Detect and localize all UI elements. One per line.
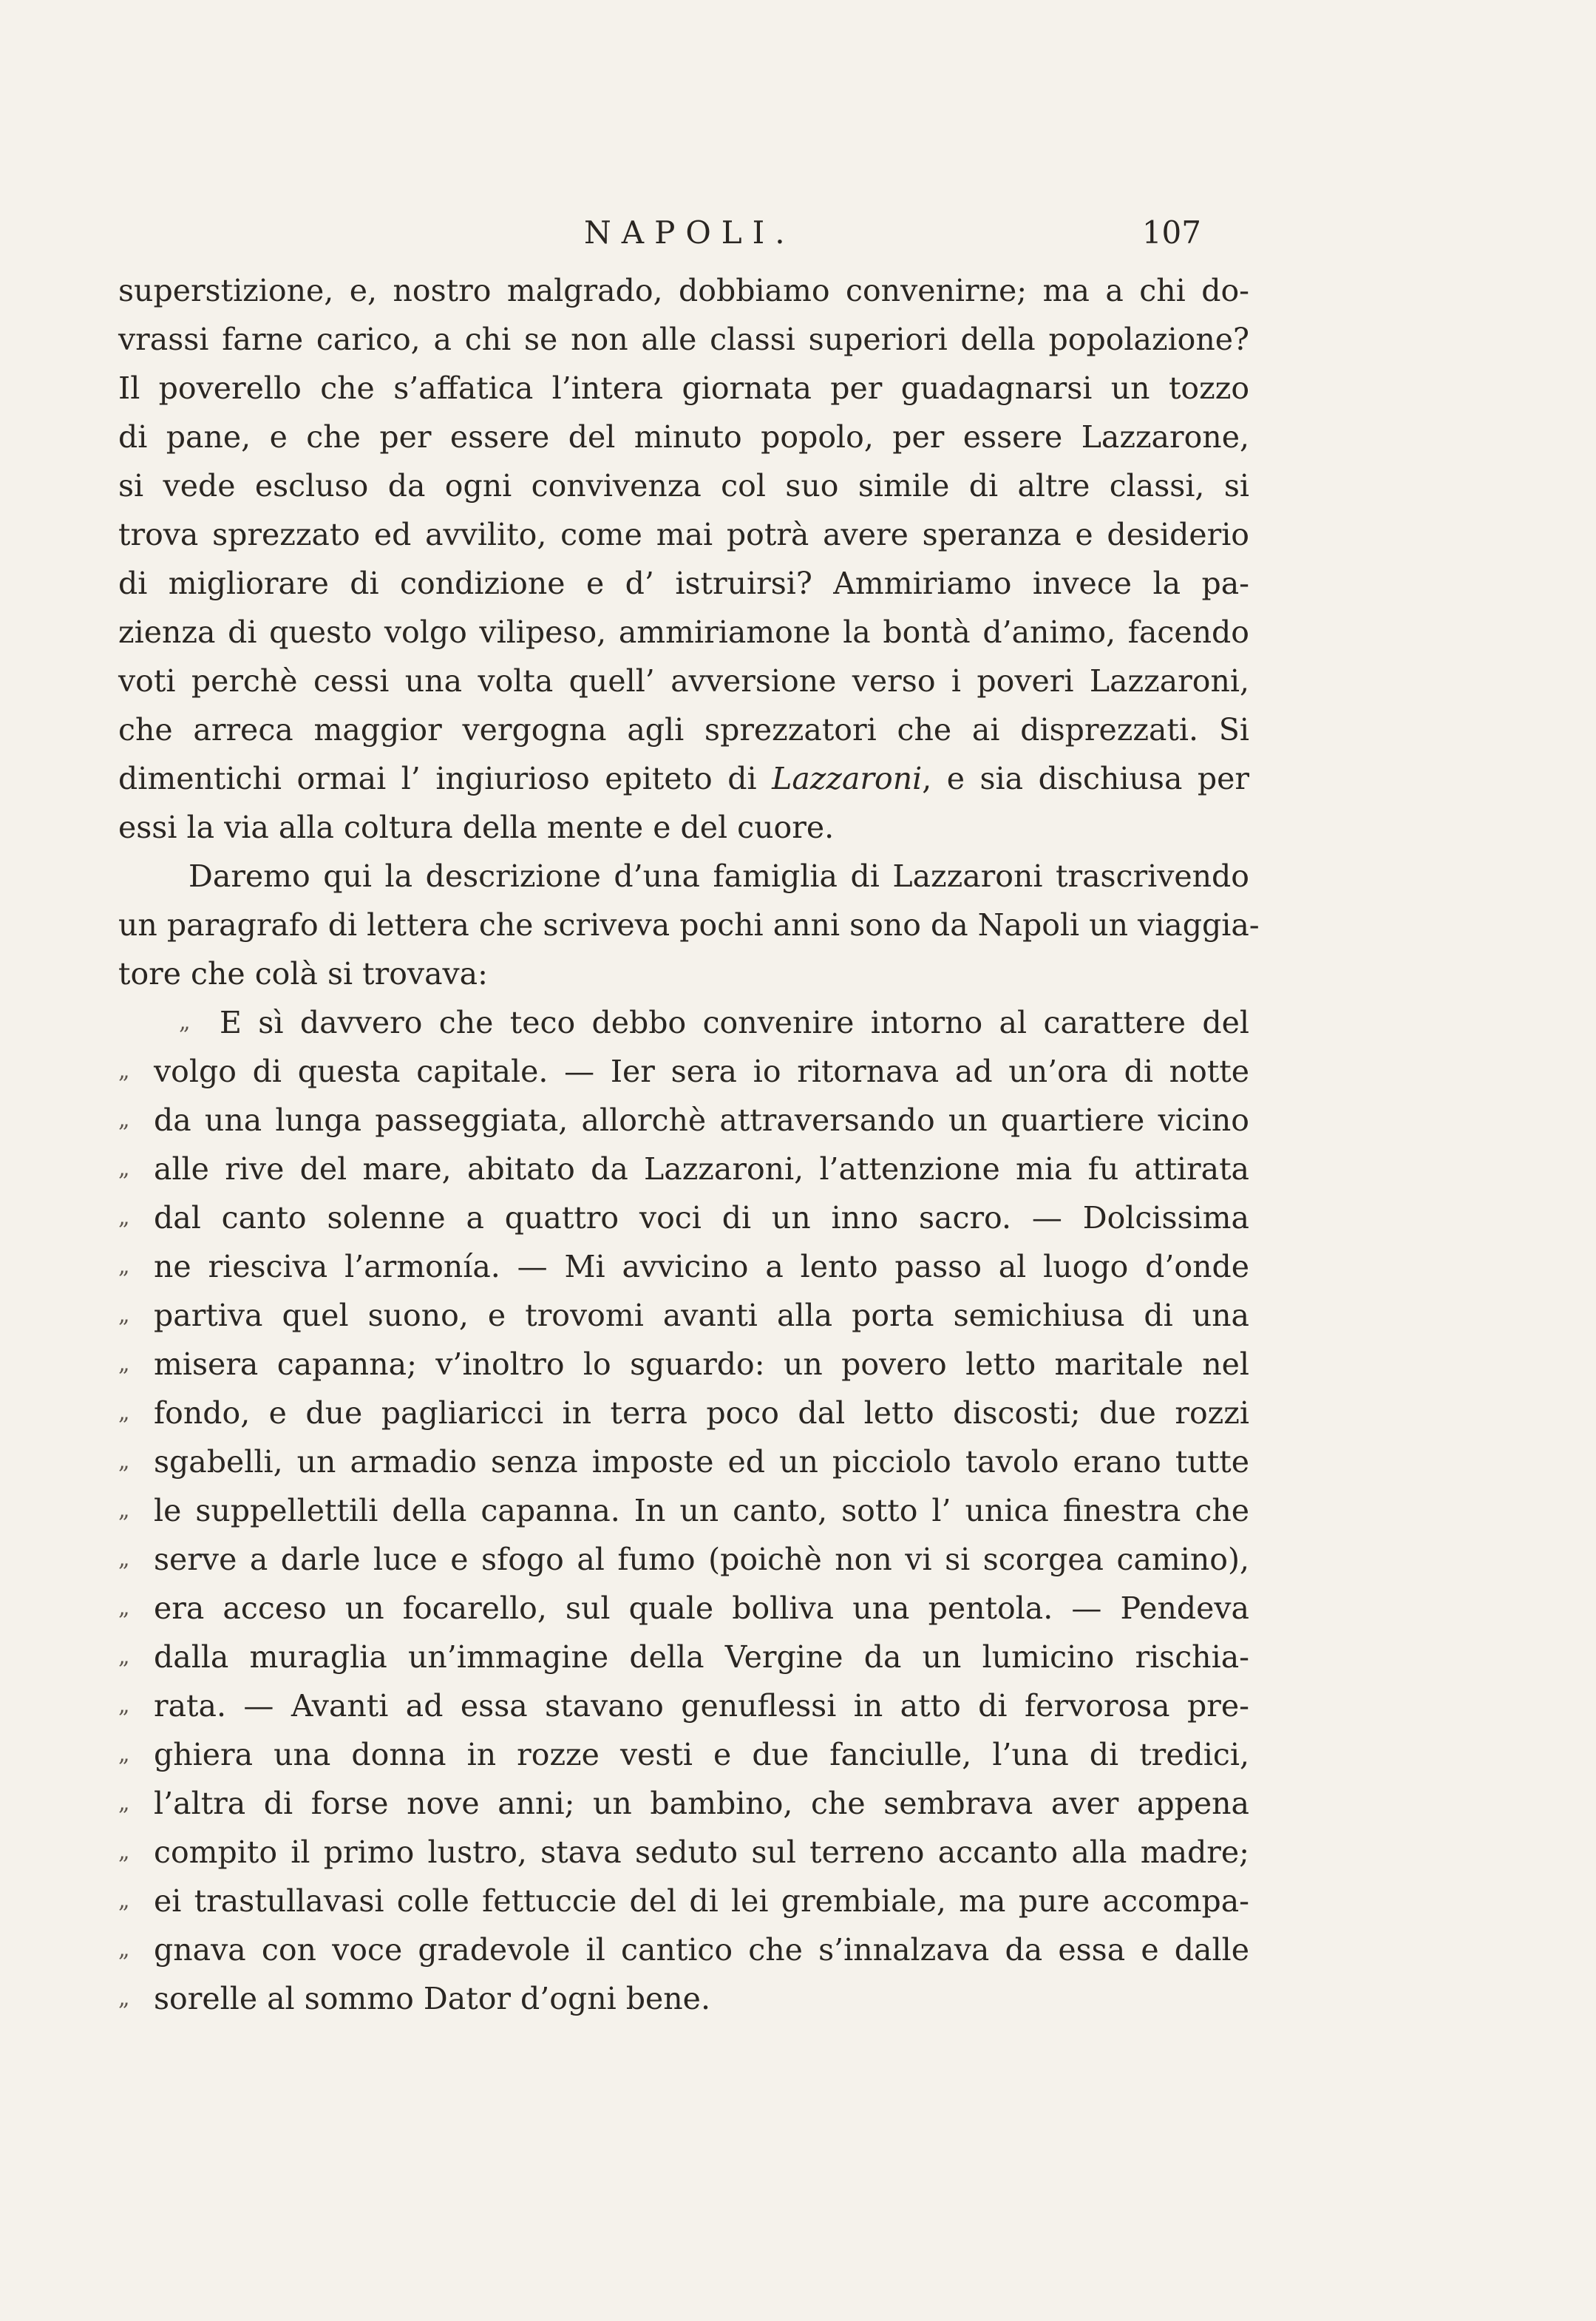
text-line: vrassi farne carico, a chi se non alle classi superiori della popolazione? bbox=[118, 322, 1249, 357]
running-title: NAPOLI. bbox=[584, 214, 795, 251]
running-head bbox=[118, 214, 1242, 259]
quote-text: l’altra di forse nove anni; un bambino, che sembrava aver appena bbox=[154, 1786, 1249, 1821]
text-line: si vede escluso da ogni convivenza col suo simile di altre classi, si bbox=[118, 468, 1249, 504]
text-line: tore che colà si trovava: bbox=[118, 956, 488, 992]
text-line-with-italic bbox=[118, 754, 1249, 803]
text-segment: , e sia dischiusa per bbox=[922, 761, 1249, 796]
quote-text: compito il primo lustro, stava seduto sul terreno accanto alla madre; bbox=[154, 1834, 1249, 1870]
quote-line bbox=[118, 1145, 1249, 1193]
quote-mark: „ bbox=[118, 1741, 130, 1767]
text-line: trova sprezzato ed avvilito, come mai potrà avere speranza e desiderio bbox=[118, 517, 1249, 552]
quote-text: le suppellettili della capanna. In un canto, sotto l’ unica finestra che bbox=[154, 1493, 1249, 1528]
quote-mark: „ bbox=[118, 1204, 130, 1230]
quote-line bbox=[118, 1193, 1249, 1242]
quote-mark: „ bbox=[118, 1253, 130, 1279]
italic-term: Lazzaroni bbox=[772, 761, 923, 796]
quote-text: volgo di questa capitale. — Ier sera io ritornava ad un’ora di notte bbox=[154, 1054, 1249, 1089]
quote-mark: „ bbox=[118, 1400, 130, 1426]
quote-line bbox=[118, 1633, 1249, 1681]
quote-line bbox=[118, 1437, 1249, 1486]
quote-line bbox=[118, 998, 1249, 1047]
quote-line bbox=[118, 1291, 1249, 1340]
quote-text: dalla muraglia un’immagine della Vergine da un lumicino rischia- bbox=[154, 1639, 1249, 1675]
text-line: essi la via alla coltura della mente e del cuore. bbox=[118, 810, 835, 845]
text-line: voti perchè cessi una volta quell’ avversione verso i poveri Lazzaroni, bbox=[118, 663, 1249, 699]
quote-text: dal canto solenne a quattro voci di un inno sacro. — Dolcissima bbox=[154, 1200, 1249, 1236]
quote-line bbox=[118, 1828, 1249, 1877]
text-line: un paragrafo di lettera che scriveva pochi anni sono da Napoli un viaggia- bbox=[118, 907, 1260, 943]
quote-mark: „ bbox=[118, 1448, 130, 1474]
quote-mark: „ bbox=[179, 1009, 191, 1035]
quote-mark: „ bbox=[118, 1058, 130, 1084]
text-line: superstizione, e, nostro malgrado, dobbiamo convenirne; ma a chi do- bbox=[118, 273, 1249, 308]
quote-mark: „ bbox=[118, 1693, 130, 1718]
quote-text: E sì davvero che teco debbo convenire intorno al carattere del bbox=[220, 1005, 1249, 1040]
text-block bbox=[118, 266, 1260, 2023]
quote-text: partiva quel suono, e trovomi avanti alla porta semichiusa di una bbox=[154, 1298, 1249, 1333]
text-line: di pane, e che per essere del minuto popolo, per essere Lazzarone, bbox=[118, 419, 1249, 455]
quote-mark: „ bbox=[118, 1839, 130, 1865]
quote-text: fondo, e due pagliaricci in terra poco dal letto discosti; due rozzi bbox=[154, 1395, 1249, 1431]
quote-line bbox=[118, 1925, 1249, 1974]
text-segment: dimentichi ormai l’ ingiurioso epiteto di bbox=[118, 761, 757, 796]
quote-mark: „ bbox=[118, 1546, 130, 1572]
text-line: Il poverello che s’affatica l’intera giornata per guadagnarsi un tozzo bbox=[118, 370, 1249, 406]
quote-mark: „ bbox=[118, 1644, 130, 1670]
quote-text: misera capanna; v’inoltro lo sguardo: un povero letto maritale nel bbox=[154, 1346, 1249, 1382]
text-line: Daremo qui la descrizione d’una famiglia di Lazzaroni trascrivendo bbox=[189, 858, 1249, 894]
quote-mark: „ bbox=[118, 1156, 130, 1182]
quote-mark: „ bbox=[118, 1107, 130, 1133]
quote-text: ne riesciva l’armonía. — Mi avvicino a lento passo al luogo d’onde bbox=[154, 1249, 1249, 1284]
text-line: di migliorare di condizione e d’ istruirsi? Ammiriamo invece la pa- bbox=[118, 566, 1249, 601]
quote-line bbox=[118, 1047, 1249, 1096]
quote-line bbox=[118, 1974, 1249, 2023]
quote-text: da una lunga passeggiata, allorchè attraversando un quartiere vicino bbox=[154, 1102, 1249, 1138]
quote-mark: „ bbox=[118, 1790, 130, 1816]
quote-text: sgabelli, un armadio senza imposte ed un picciolo tavolo erano tutte bbox=[154, 1444, 1249, 1480]
quote-line bbox=[118, 1681, 1249, 1730]
quote-text: serve a darle luce e sfogo al fumo (poichè non vi si scorgea camino), bbox=[154, 1542, 1249, 1577]
quote-line bbox=[118, 1096, 1249, 1145]
quote-line bbox=[118, 1584, 1249, 1633]
quote-line bbox=[118, 1242, 1249, 1291]
quote-line bbox=[118, 1730, 1249, 1779]
quote-text: alle rive del mare, abitato da Lazzaroni, l’attenzione mia fu attirata bbox=[154, 1151, 1249, 1187]
quote-text: sorelle al sommo Dator d’ogni bene. bbox=[154, 1981, 710, 2016]
page-number: 107 bbox=[1141, 214, 1201, 251]
quote-line bbox=[118, 1340, 1249, 1389]
quote-mark: „ bbox=[118, 1302, 130, 1328]
quote-line bbox=[118, 1779, 1249, 1828]
quote-mark: „ bbox=[118, 1985, 130, 2011]
text-line: che arreca maggior vergogna agli sprezzatori che ai disprezzati. Si bbox=[118, 712, 1249, 748]
quote-mark: „ bbox=[118, 1888, 130, 1914]
quote-mark: „ bbox=[118, 1351, 130, 1377]
quote-text: gnava con voce gradevole il cantico che s’innalzava da essa e dalle bbox=[154, 1932, 1249, 1968]
quote-line bbox=[118, 1535, 1249, 1584]
quote-text: era acceso un focarello, sul quale bolliva una pentola. — Pendeva bbox=[154, 1590, 1249, 1626]
quote-mark: „ bbox=[118, 1937, 130, 1962]
quote-mark: „ bbox=[118, 1497, 130, 1523]
quote-mark: „ bbox=[118, 1595, 130, 1621]
quote-text: ghiera una donna in rozze vesti e due fanciulle, l’una di tredici, bbox=[154, 1737, 1249, 1772]
quote-line bbox=[118, 1389, 1249, 1437]
quote-line bbox=[118, 1877, 1249, 1925]
quote-text: rata. — Avanti ad essa stavano genuflessi in atto di fervorosa pre- bbox=[154, 1688, 1249, 1724]
quote-line bbox=[118, 1486, 1249, 1535]
text-line: zienza di questo volgo vilipeso, ammiriamone la bontà d’animo, facendo bbox=[118, 614, 1249, 650]
quote-text: ei trastullavasi colle fettuccie del di lei grembiale, ma pure accompa- bbox=[154, 1883, 1249, 1919]
